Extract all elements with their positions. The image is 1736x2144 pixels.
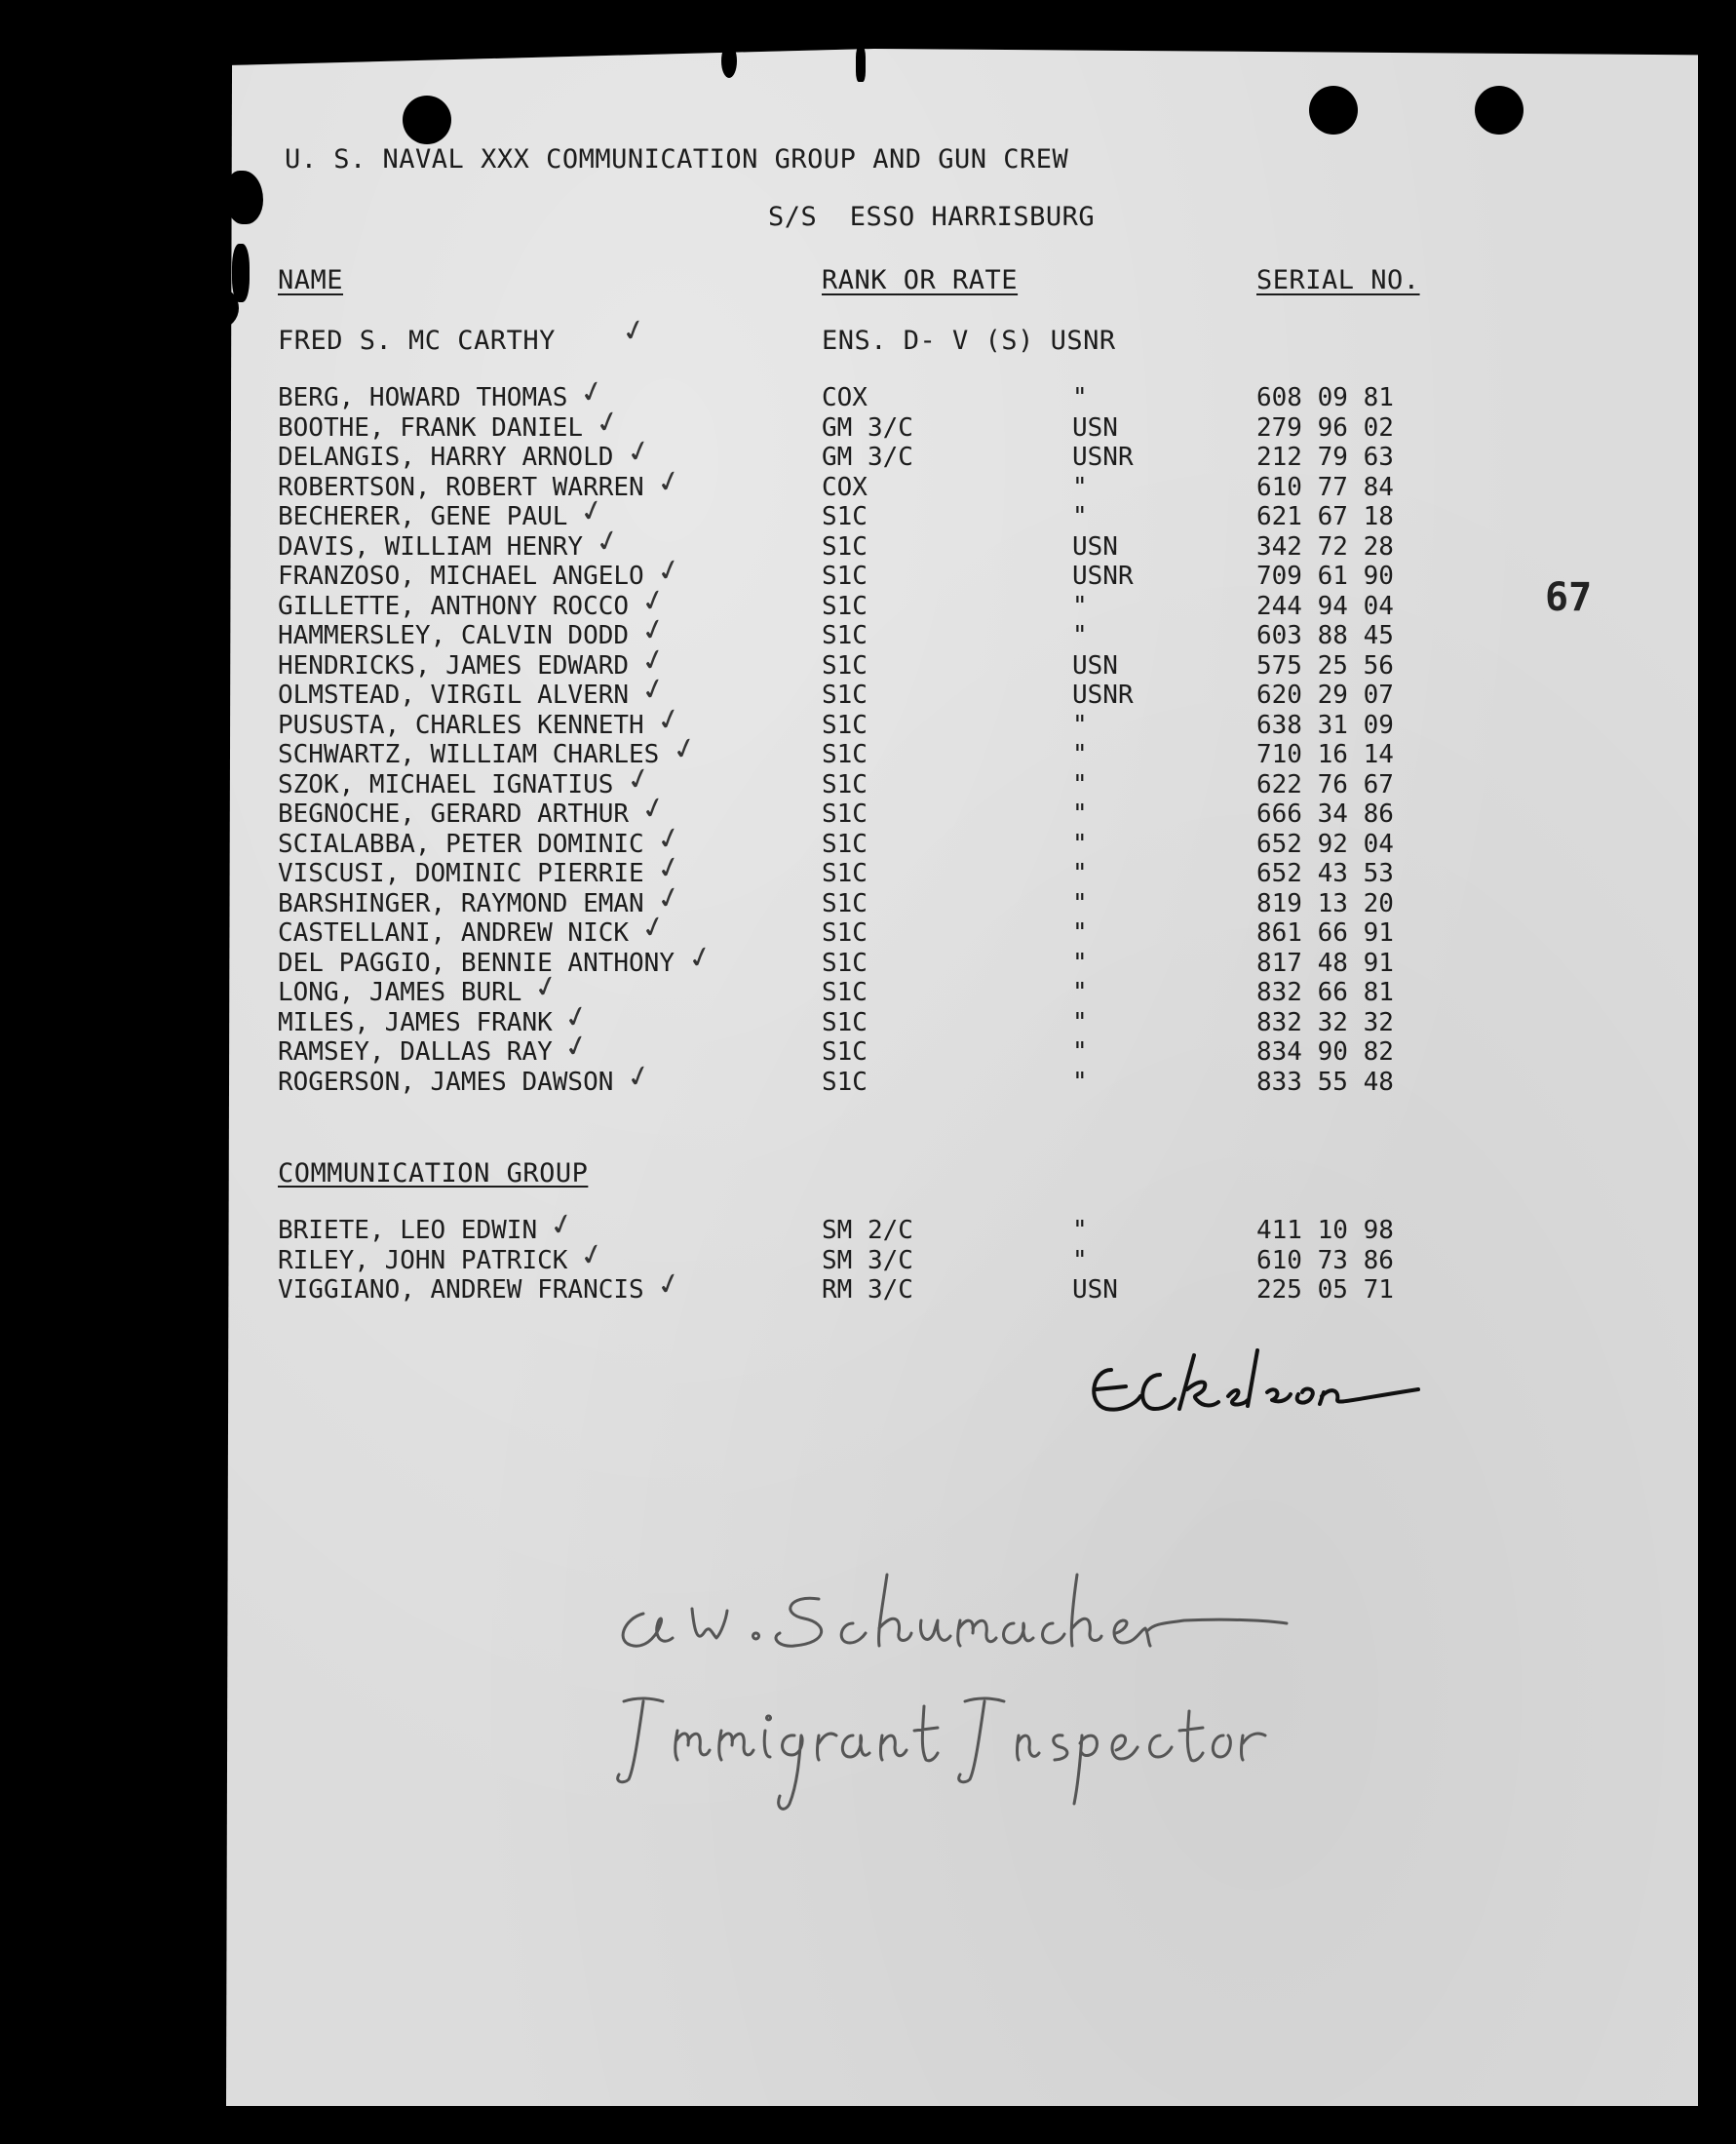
table-row <box>0 461 1736 502</box>
crew-service: " <box>1072 829 1088 859</box>
crew-name: MILES, JAMES FRANK <box>278 1007 553 1037</box>
column-header-rate: RANK OR RATE <box>822 265 1019 295</box>
crew-service: " <box>1072 918 1088 948</box>
crew-serial: 603 88 45 <box>1256 621 1394 650</box>
crew-service: " <box>1072 710 1088 740</box>
crew-rate: S1C <box>822 978 868 1007</box>
crew-rate: RM 3/C <box>822 1275 913 1305</box>
crew-service: " <box>1072 978 1088 1007</box>
crew-serial: 832 32 32 <box>1256 1007 1394 1037</box>
table-row <box>0 432 1736 472</box>
check-mark: ✓ <box>637 640 671 681</box>
table-row <box>0 967 1736 1007</box>
check-mark: ✓ <box>576 491 609 531</box>
crew-rate: S1C <box>822 769 868 799</box>
crew-name: GILLETTE, ANTHONY ROCCO <box>278 591 630 621</box>
crew-name: BARSHINGER, RAYMOND EMAN <box>278 888 644 918</box>
crew-rate: S1C <box>822 799 868 829</box>
signature-eckelson <box>1082 1336 1452 1443</box>
crew-name: BERG, HOWARD THOMAS <box>278 383 568 412</box>
check-mark: ✓ <box>653 848 686 888</box>
crew-name: CASTELLANI, ANDREW NICK <box>278 918 630 948</box>
crew-serial: 710 16 14 <box>1256 740 1394 769</box>
crew-rate: COX <box>822 383 868 412</box>
crew-service: " <box>1072 1067 1088 1097</box>
check-mark: ✓ <box>653 461 686 502</box>
table-row <box>0 729 1736 769</box>
crew-service: " <box>1072 740 1088 769</box>
officer-name: FRED S. MC CARTHY <box>278 326 556 356</box>
table-row <box>0 818 1736 859</box>
crew-serial: 666 34 86 <box>1256 799 1394 829</box>
document-title: U. S. NAVAL XXX COMMUNICATION GROUP AND GUN CREW <box>285 144 1069 175</box>
crew-name: SCHWARTZ, WILLIAM CHARLES <box>278 740 660 769</box>
crew-service: " <box>1072 1007 1088 1037</box>
crew-name: SZOK, MICHAEL IGNATIUS <box>278 769 614 799</box>
crew-service: USN <box>1072 650 1118 681</box>
crew-rate: S1C <box>822 531 868 562</box>
check-mark: ✓ <box>653 818 686 859</box>
crew-name: DELANGIS, HARRY ARNOLD <box>278 443 614 472</box>
check-mark: ✓ <box>653 1265 686 1305</box>
crew-name: HENDRICKS, JAMES EDWARD <box>278 650 630 681</box>
crew-name: PUSUSTA, CHARLES KENNETH <box>278 710 644 740</box>
crew-name: BOOTHE, FRANK DANIEL <box>278 412 584 443</box>
check-mark: ✓ <box>592 521 625 562</box>
crew-rate: S1C <box>822 1007 868 1037</box>
crew-rate: S1C <box>822 710 868 740</box>
crew-service: " <box>1072 888 1088 918</box>
punch-hole-left <box>403 96 451 144</box>
table-row <box>0 610 1736 650</box>
crew-serial: 342 72 28 <box>1256 531 1394 562</box>
crew-rate: S1C <box>822 650 868 681</box>
crew-rate: S1C <box>822 829 868 859</box>
check-mark: ✓ <box>653 699 686 740</box>
crew-name: HAMMERSLEY, CALVIN DODD <box>278 621 630 650</box>
crew-serial: 620 29 07 <box>1256 681 1394 710</box>
crew-serial: 279 96 02 <box>1256 412 1394 443</box>
crew-service: " <box>1072 799 1088 829</box>
table-row <box>0 996 1736 1037</box>
check-mark: ✓ <box>637 610 671 650</box>
crew-service: " <box>1072 621 1088 650</box>
crew-service: " <box>1072 859 1088 888</box>
table-row <box>0 1027 1736 1067</box>
crew-service: USNR <box>1072 443 1134 472</box>
crew-rate: S1C <box>822 918 868 948</box>
crew-rate: S1C <box>822 1067 868 1097</box>
ink-blot <box>721 44 737 78</box>
table-row <box>0 908 1736 948</box>
page-number: 67 <box>1545 575 1593 620</box>
crew-serial: 834 90 82 <box>1256 1037 1394 1067</box>
crew-serial: 411 10 98 <box>1256 1216 1394 1245</box>
table-row <box>0 937 1736 978</box>
officer-rate: ENS. D- V (S) USNR <box>822 326 1116 356</box>
crew-serial: 833 55 48 <box>1256 1067 1394 1097</box>
crew-rate: SM 3/C <box>822 1245 913 1275</box>
crew-serial: 244 94 04 <box>1256 591 1394 621</box>
crew-service: " <box>1072 1245 1088 1275</box>
crew-serial: 652 92 04 <box>1256 829 1394 859</box>
crew-serial: 608 09 81 <box>1256 383 1394 412</box>
table-row <box>0 1234 1736 1275</box>
check-mark: ✓ <box>545 1205 578 1245</box>
crew-serial: 622 76 67 <box>1256 769 1394 799</box>
check-mark: ✓ <box>669 729 702 769</box>
crew-rate: GM 3/C <box>822 443 913 472</box>
crew-serial: 212 79 63 <box>1256 443 1394 472</box>
crew-name: VISCUSI, DOMINIC PIERRIE <box>278 859 644 888</box>
crew-service: " <box>1072 1216 1088 1245</box>
crew-name: BEGNOCHE, GERARD ARTHUR <box>278 799 630 829</box>
check-mark: ✓ <box>618 311 651 351</box>
check-mark: ✓ <box>622 759 655 799</box>
crew-rate: COX <box>822 472 868 502</box>
communication-group-heading: COMMUNICATION GROUP <box>278 1158 589 1189</box>
crew-name: OLMSTEAD, VIRGIL ALVERN <box>278 681 630 710</box>
crew-name: LONG, JAMES BURL <box>278 978 522 1007</box>
crew-rate: S1C <box>822 740 868 769</box>
crew-service: USNR <box>1072 562 1134 591</box>
crew-serial: 610 77 84 <box>1256 472 1394 502</box>
crew-serial: 610 73 86 <box>1256 1245 1394 1275</box>
table-row <box>0 372 1736 412</box>
table-row <box>0 699 1736 740</box>
table-row <box>0 1056 1736 1097</box>
crew-name: DAVIS, WILLIAM HENRY <box>278 531 584 562</box>
column-header-name: NAME <box>278 265 344 295</box>
crew-serial: 638 31 09 <box>1256 710 1394 740</box>
table-row <box>0 670 1736 710</box>
crew-name: RILEY, JOHN PATRICK <box>278 1245 568 1275</box>
crew-rate: S1C <box>822 888 868 918</box>
crew-service: USN <box>1072 531 1118 562</box>
table-row <box>0 491 1736 531</box>
crew-service: " <box>1072 472 1088 502</box>
signature-schumacher <box>585 1540 1326 1823</box>
crew-name: ROBERTSON, ROBERT WARREN <box>278 472 644 502</box>
crew-service: " <box>1072 769 1088 799</box>
crew-service: " <box>1072 1037 1088 1067</box>
crew-name: ROGERSON, JAMES DAWSON <box>278 1067 614 1097</box>
crew-name: DEL PAGGIO, BENNIE ANTHONY <box>278 948 675 978</box>
crew-name: VIGGIANO, ANDREW FRANCIS <box>278 1275 644 1305</box>
check-mark: ✓ <box>592 402 625 443</box>
table-row <box>0 789 1736 829</box>
table-row <box>0 877 1736 918</box>
punch-hole-right-1 <box>1309 86 1358 135</box>
check-mark: ✓ <box>622 1056 655 1097</box>
table-row <box>0 402 1736 443</box>
crew-serial: 225 05 71 <box>1256 1275 1394 1305</box>
check-mark: ✓ <box>622 432 655 472</box>
check-mark: ✓ <box>653 877 686 918</box>
crew-name: BECHERER, GENE PAUL <box>278 502 568 531</box>
crew-name: RAMSEY, DALLAS RAY <box>278 1037 553 1067</box>
crew-rate: S1C <box>822 948 868 978</box>
crew-rate: S1C <box>822 621 868 650</box>
check-mark: ✓ <box>653 551 686 591</box>
crew-rate: GM 3/C <box>822 412 913 443</box>
crew-service: " <box>1072 948 1088 978</box>
check-mark: ✓ <box>637 908 671 948</box>
table-row <box>0 580 1736 621</box>
check-mark: ✓ <box>560 996 594 1037</box>
crew-rate: S1C <box>822 502 868 531</box>
crew-service: " <box>1072 502 1088 531</box>
crew-serial: 621 67 18 <box>1256 502 1394 531</box>
crew-serial: 575 25 56 <box>1256 650 1394 681</box>
vessel-name: S/S ESSO HARRISBURG <box>768 202 1096 232</box>
punch-hole-right-2 <box>1475 86 1524 135</box>
crew-serial: 832 66 81 <box>1256 978 1394 1007</box>
crew-rate: S1C <box>822 1037 868 1067</box>
table-row <box>0 1205 1736 1245</box>
table-row <box>0 759 1736 799</box>
table-row <box>0 848 1736 888</box>
crew-rate: S1C <box>822 562 868 591</box>
table-row <box>0 1265 1736 1305</box>
check-mark: ✓ <box>529 967 562 1007</box>
check-mark: ✓ <box>576 1234 609 1275</box>
crew-service: USNR <box>1072 681 1134 710</box>
check-mark: ✓ <box>560 1027 594 1067</box>
check-mark: ✓ <box>637 670 671 710</box>
table-row <box>0 640 1736 681</box>
crew-name: BRIETE, LEO EDWIN <box>278 1216 538 1245</box>
crew-serial: 819 13 20 <box>1256 888 1394 918</box>
check-mark: ✓ <box>637 789 671 829</box>
ink-blot <box>856 47 866 82</box>
crew-serial: 709 61 90 <box>1256 562 1394 591</box>
ink-blot <box>232 244 250 302</box>
check-mark: ✓ <box>637 580 671 621</box>
check-mark: ✓ <box>683 937 716 978</box>
crew-service: " <box>1072 591 1088 621</box>
crew-service: USN <box>1072 1275 1118 1305</box>
crew-service: USN <box>1072 412 1118 443</box>
crew-service: " <box>1072 383 1088 412</box>
crew-serial: 861 66 91 <box>1256 918 1394 948</box>
crew-name: SCIALABBA, PETER DOMINIC <box>278 829 644 859</box>
crew-serial: 652 43 53 <box>1256 859 1394 888</box>
column-header-serial: SERIAL NO. <box>1256 265 1420 295</box>
crew-name: FRANZOSO, MICHAEL ANGELO <box>278 562 644 591</box>
table-row <box>0 521 1736 562</box>
crew-rate: SM 2/C <box>822 1216 913 1245</box>
check-mark: ✓ <box>576 372 609 412</box>
table-row <box>0 551 1736 591</box>
crew-rate: S1C <box>822 591 868 621</box>
crew-rate: S1C <box>822 859 868 888</box>
crew-rate: S1C <box>822 681 868 710</box>
crew-serial: 817 48 91 <box>1256 948 1394 978</box>
